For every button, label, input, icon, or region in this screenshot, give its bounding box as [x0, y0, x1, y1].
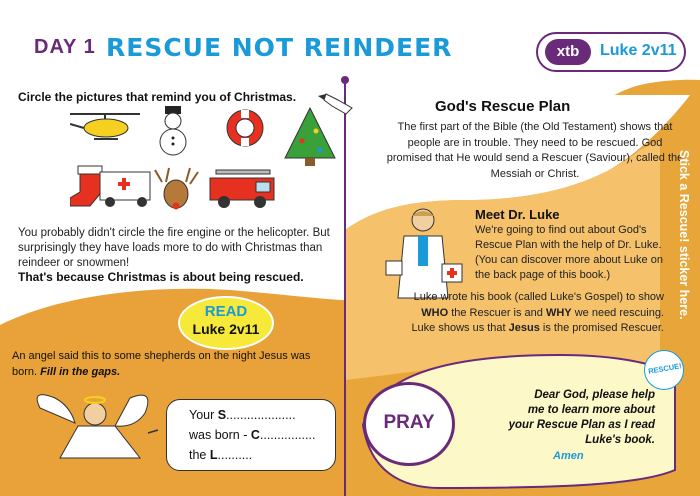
pray-label: PRAY — [383, 412, 435, 433]
life-ring-icon[interactable] — [227, 110, 263, 146]
helicopter-icon[interactable] — [70, 114, 140, 139]
bible-reference: Luke 2v11 — [600, 42, 677, 59]
angel-illustration — [30, 378, 160, 468]
explanation-bold: That's because Christmas is about being rescued. — [18, 270, 304, 284]
activity-instruction: Circle the pictures that remind you of Christmas. — [18, 90, 297, 104]
dr-luke-text: We're going to find out about God's Rescue Plan with the help of Dr. Luke. (You can discover more about Luke on the back page of this book.) — [475, 224, 663, 281]
rescue-plan-text: The first part of the Bible (the Old Testament) shows that people are in trouble. They need to be rescued. God promised that He would send a Rescuer (Saviour), called the Messiah or Christ. — [386, 121, 684, 180]
xtb-logo: xtb — [545, 39, 591, 65]
luke-gospel-text: Luke wrote his book (called Luke's Gospel) to show WHO the Rescuer is and WHY we need rescuing. Luke shows us that Jesus is the promised Rescuer. — [411, 291, 664, 334]
reindeer-icon[interactable] — [155, 168, 198, 210]
dr-luke-heading: Meet Dr. Luke — [475, 207, 560, 222]
gap-line-1[interactable]: Your S.................... — [189, 408, 296, 422]
rescue-plan-heading: God's Rescue Plan — [435, 98, 571, 115]
amen-text: Amen — [553, 450, 584, 462]
read-label: READ — [204, 303, 248, 320]
stocking-icon[interactable] — [70, 166, 102, 206]
divider-dot — [341, 76, 349, 84]
prayer-text: Dear God, please help me to learn more about your Rescue Plan as I read Luke's book. — [508, 389, 655, 446]
fill-in-gaps-box — [166, 399, 336, 471]
gap-instructions: An angel said this to some shepherds on the night Jesus was born. Fill in the gaps. — [12, 350, 311, 378]
gap-line-3[interactable]: the L.......... — [189, 448, 253, 462]
ambulance-icon[interactable] — [100, 172, 150, 207]
snowman-icon[interactable] — [160, 106, 186, 155]
sticker-instruction: Stick a Rescue! sticker here. — [677, 150, 691, 320]
explanation-text: You probably didn't circle the fire engine or the helicopter. But surprisingly they have loads more to do with Christmas than reindeer or snowmen! — [18, 227, 330, 269]
day-label: DAY 1 — [34, 36, 96, 58]
christmas-tree-icon[interactable] — [285, 108, 335, 166]
fire-engine-icon[interactable] — [210, 170, 274, 208]
rescue-sticker-badge: RESCUE! — [644, 350, 684, 390]
gap-line-2[interactable]: was born - C................ — [189, 428, 316, 442]
read-reference: Luke 2v11 — [192, 321, 260, 337]
page-title: RESCUE NOT REINDEER — [106, 33, 453, 62]
picture-grid — [70, 106, 340, 218]
